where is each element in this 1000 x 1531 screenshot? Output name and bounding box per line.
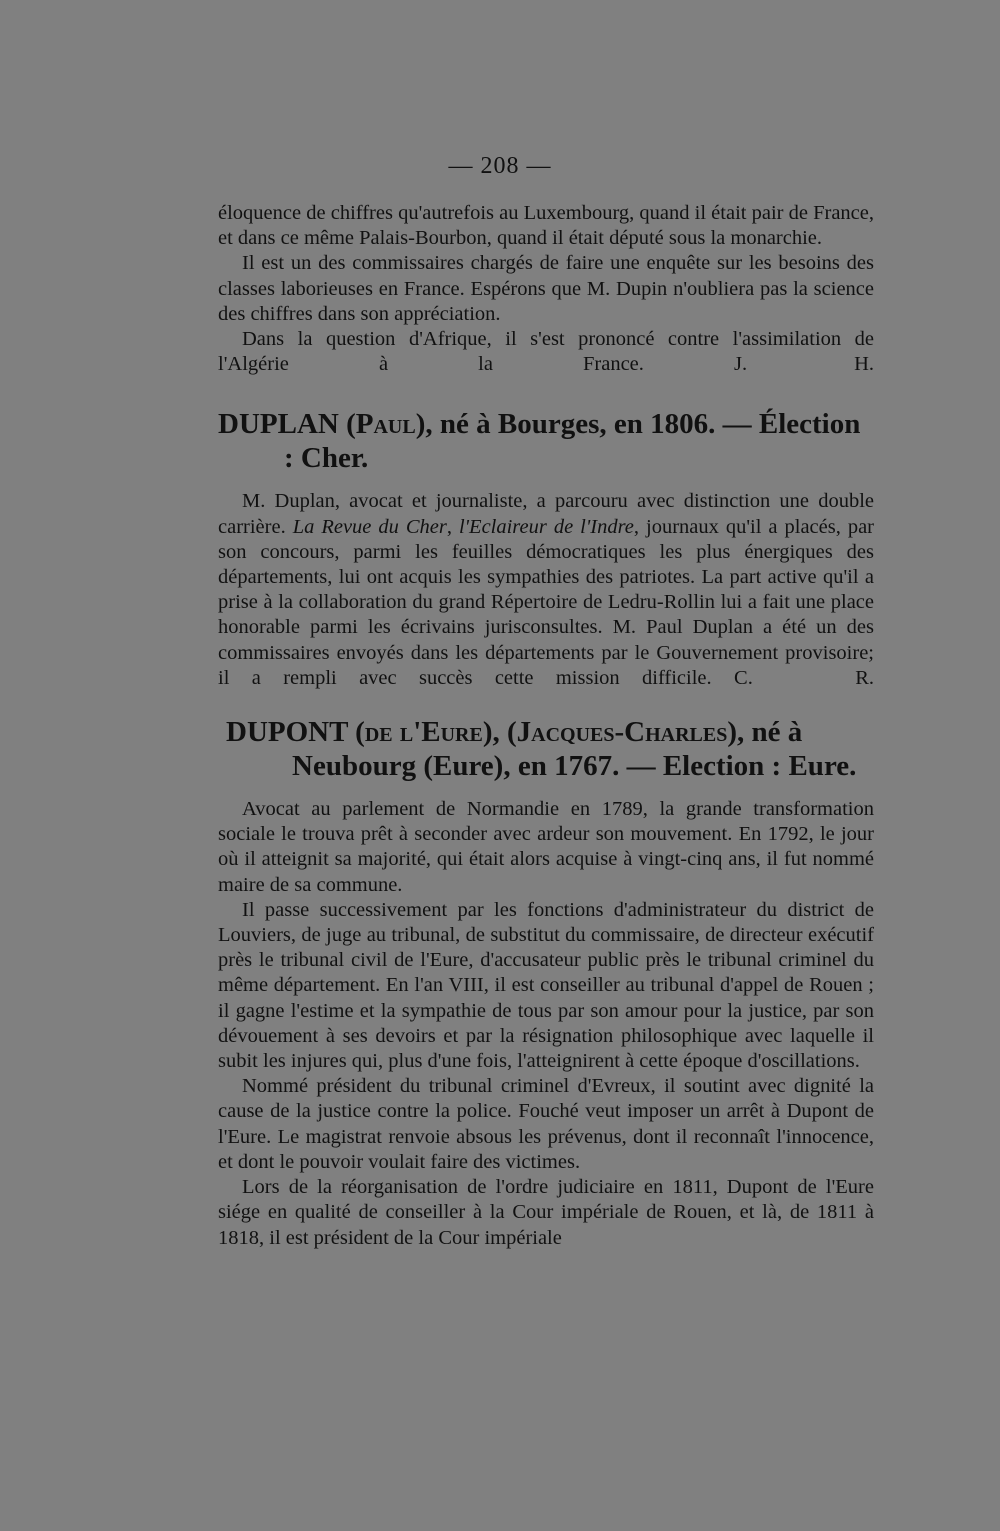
duplan-text-a: M. Duplan, avocat et journaliste, a parcouru avec distinction une double carrière. <box>218 490 874 538</box>
page-text <box>218 201 874 1251</box>
dupont-paragraph-3: Nommé président du tribunal criminel d'Evreux, il soutint avec dignité la cause de la justice contre la police. Fouché veut imposer un arrêt à Dupont de l'Eure. Le magistrat renvoie absous les prévenus, dont il reconnaît l'innocence, et dont le pouvoir voulait faire des victimes. <box>218 1075 874 1173</box>
dupont-paragraph-1: Avocat au parlement de Normandie en 1789, la grande transformation sociale le trouva prêt à seconder avec ardeur son mouvement. En 1792, le jour où il atteignit sa majorité, qui était alors acquise à vingt-cinq ans, il fut nommé maire de sa commune. <box>218 798 874 896</box>
entry-heading-dupont: DUPONT (de l'Eure), (Jacques-Charles), né à Neubourg (Eure), en 1767. — Election : Eure. <box>226 716 857 783</box>
journal-title-1: La Revue du Cher <box>292 515 447 538</box>
intro-paragraph-2: Il est un des commissaires chargés de faire une enquête sur les besoins des classes laborieuses en France. Espérons que M. Dupin n'oubliera pas la science des chiffres dans son appréciation. <box>218 252 874 325</box>
dupont-paragraph-2: Il passe successivement par les fonctions d'administrateur du district de Louviers, de juge au tribunal, de substitut du commissaire, de directeur exécutif près le tribunal civil de l'Eure, d'accusateur public près le tribunal criminel du même département. En l'an VIII, il est conseiller au tribunal d'appel de Rouen ; il gagne l'estime et la sympathie de tous par son amour pour la justice, par son dévouement à ses devoirs et par la résignation philosophique avec laquelle il subit les injures qui, plus d'une fois, l'atteignirent à cette époque d'oscillations. <box>218 898 874 1073</box>
entry-name-dupont: DUPONT <box>226 716 348 749</box>
entry-name-duplan: DUPLAN <box>218 408 339 441</box>
entry-given-name-dupont: (Jacques-Charles) <box>507 716 738 749</box>
signature-jh: J. H. <box>734 353 875 376</box>
intro-paragraph-1: éloquence de chiffres qu'autrefois au Luxembourg, quand il était pair de France, et dans ce même Palais-Bourbon, quand il était député sous la monarchie. <box>218 202 874 250</box>
intro-paragraph-3 <box>218 327 874 377</box>
dupont-paragraph-4: Lors de la réorganisation de l'ordre judiciaire en 1811, Dupont de l'Eure siége en qualité de conseiller à la Cour impériale de Rouen, et là, de 1811 à 1818, il est président de la Cour impériale <box>218 1176 874 1249</box>
entry-particle-dupont: (de l'Eure) <box>355 716 493 749</box>
page-number: — 208 — <box>448 153 552 179</box>
entry-given-name-duplan: (Paul) <box>346 408 426 441</box>
duplan-text-b: , journaux qu'il a placés, par son concours, parmi les feuilles démocratiques les plus énergiques des départements, lui ont acquis les sympathies des patriotes. La part active qu'il a prise à la collaboration du grand Répertoire de Ledru-Rollin lui a fait une place honorable parmi les écrivains jurisconsultes. M. Paul Duplan a été un des commissaires envoyés dans les départements par le Gouvernement provisoire; il a rempli avec succès cette mission difficile. <box>218 515 874 689</box>
intro-paragraph-3-text: Dans la question d'Afrique, il s'est prononcé contre l'assimilation de l'Algérie à la France. <box>218 328 874 376</box>
duplan-paragraph-1 <box>218 489 874 691</box>
signature-cr: C. R. <box>734 666 875 689</box>
journal-separator: , <box>446 515 452 538</box>
entry-details-dupont: , né à Neubourg (Eure), en 1767. — Election : Eure. <box>292 716 857 783</box>
entry-heading-duplan <box>218 407 874 475</box>
journal-title-2: l'Eclaireur de l'Indre <box>458 515 634 538</box>
entry-details-duplan: , né à Bourges, en 1806. — Élection : Cher. <box>284 408 861 475</box>
